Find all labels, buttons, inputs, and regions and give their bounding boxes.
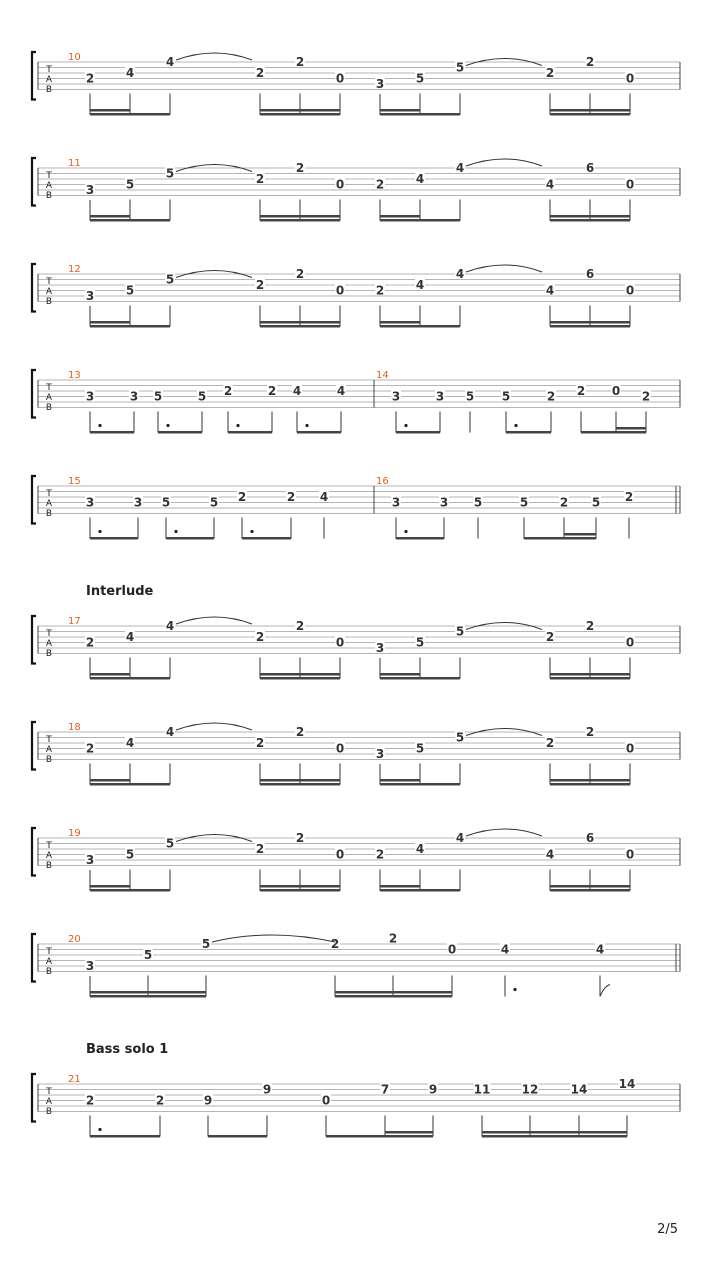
tab-clef-letter: B (45, 967, 53, 977)
note-beam (90, 783, 130, 786)
fret-number: 4 (595, 942, 605, 957)
note-beam (616, 431, 646, 434)
fret-number: 2 (546, 389, 556, 404)
tab-clef-letter: T (46, 1087, 52, 1097)
tab-clef-letter: A (45, 745, 53, 755)
fret-number: 0 (625, 71, 635, 86)
tab-clef-letter: T (46, 947, 52, 957)
note-beam (90, 995, 206, 998)
note-beam (260, 215, 340, 218)
note-beam (380, 885, 420, 888)
fret-number: 6 (585, 161, 595, 175)
fret-number: 14 (570, 1082, 588, 1097)
fret-number: 2 (585, 619, 595, 633)
note-beam (228, 431, 272, 434)
note-beam (550, 219, 630, 222)
fret-number: 2 (255, 630, 265, 644)
fret-number: 2 (295, 55, 305, 69)
note-beam (260, 109, 340, 112)
section-label-bass-solo: Bass solo 1 (86, 1042, 169, 1057)
note-beam (550, 109, 630, 112)
fret-number: 5 (197, 389, 207, 404)
tab-clef-letter: B (45, 85, 53, 95)
note-beam (260, 321, 340, 324)
fret-number: 4 (415, 842, 425, 856)
note-beam (242, 537, 291, 540)
fret-number: 0 (335, 741, 345, 756)
rhythm-dot (98, 1128, 101, 1131)
measure-number: 20 (68, 934, 81, 945)
note-beam (420, 783, 460, 786)
measure-number: 12 (68, 264, 81, 275)
fret-number: 2 (388, 931, 398, 946)
fret-number: 0 (321, 1093, 331, 1108)
fret-number: 2 (576, 384, 586, 398)
fret-number: 5 (465, 389, 475, 404)
fret-number: 0 (335, 635, 345, 650)
note-beam (385, 1135, 433, 1138)
note-beam (550, 779, 630, 782)
note-beam (90, 325, 130, 328)
measure-number: 18 (68, 722, 81, 733)
fret-number: 5 (501, 389, 511, 404)
fret-number: 2 (286, 490, 296, 504)
note-beam (550, 321, 630, 324)
note-beam (380, 215, 420, 218)
note-beam (90, 1135, 160, 1138)
fret-number: 5 (519, 495, 529, 510)
fret-number: 0 (625, 283, 635, 298)
note-beam (130, 113, 170, 116)
tab-clef-letter: A (45, 957, 53, 967)
fret-number: 5 (415, 741, 425, 756)
fret-number: 3 (375, 641, 385, 655)
note-beam (260, 783, 340, 786)
fret-number: 14 (618, 1077, 636, 1091)
measure-number: 15 (68, 476, 81, 487)
fret-number: 7 (380, 1082, 390, 1097)
fret-number: 3 (85, 959, 95, 973)
note-beam (335, 995, 452, 998)
note-beam (335, 991, 452, 994)
fret-number: 4 (545, 177, 555, 192)
fret-number: 2 (85, 741, 95, 756)
fret-number: 4 (545, 847, 555, 862)
note-beam (380, 321, 420, 324)
tab-clef-letter: T (46, 735, 52, 745)
tab-clef-letter: T (46, 171, 52, 181)
rhythm-dot (98, 424, 101, 427)
note-beam (550, 325, 630, 328)
note-beam (550, 215, 630, 218)
fret-number: 2 (155, 1093, 165, 1108)
rhythm-dot (250, 530, 253, 533)
note-beam (90, 677, 130, 680)
system-bracket (32, 52, 36, 100)
fret-number: 5 (201, 937, 211, 951)
note-beam (550, 783, 630, 786)
note-flag (600, 985, 610, 997)
fret-number: 5 (125, 177, 135, 192)
tab-clef-letter: T (46, 629, 52, 639)
fret-number: 11 (473, 1082, 491, 1097)
note-beam (420, 889, 460, 892)
note-beam (616, 427, 646, 430)
note-beam (260, 219, 340, 222)
tie-arc (176, 617, 252, 624)
note-beam (90, 537, 138, 540)
tie-arc (176, 53, 252, 60)
tab-clef-letter: B (45, 649, 53, 659)
system-bracket (32, 1074, 36, 1122)
note-beam (260, 889, 340, 892)
fret-number: 9 (203, 1093, 213, 1108)
section-label-interlude: Interlude (86, 584, 154, 599)
tab-clef-letter: A (45, 287, 53, 297)
note-beam (420, 325, 460, 328)
rhythm-dot (305, 424, 308, 427)
note-beam (550, 677, 630, 680)
note-beam (380, 779, 420, 782)
fret-number: 9 (262, 1082, 272, 1097)
note-beam (380, 677, 420, 680)
fret-number: 4 (292, 384, 302, 398)
note-beam (260, 325, 340, 328)
fret-number: 0 (625, 847, 635, 862)
measure-number: 19 (68, 828, 81, 839)
fret-number: 2 (624, 490, 634, 504)
note-beam (90, 113, 130, 116)
fret-number: 2 (641, 389, 651, 404)
note-beam (90, 109, 130, 112)
fret-number: 5 (455, 60, 465, 75)
tab-clef-letter: T (46, 841, 52, 851)
tab-clef-letter: B (45, 403, 53, 413)
page-number: 2/5 (657, 1222, 678, 1237)
note-beam (380, 113, 420, 116)
fret-number: 2 (85, 71, 95, 86)
fret-number: 4 (545, 283, 555, 298)
fret-number: 3 (391, 495, 401, 510)
fret-number: 3 (85, 289, 95, 303)
note-beam (506, 431, 551, 434)
fret-number: 0 (625, 177, 635, 192)
tab-clef-letter: T (46, 489, 52, 499)
note-beam (90, 885, 130, 888)
note-beam (260, 677, 340, 680)
note-beam (564, 533, 596, 536)
tab-clef-letter: B (45, 1107, 53, 1117)
fret-number: 4 (415, 278, 425, 292)
note-beam (130, 783, 170, 786)
fret-number: 0 (335, 177, 345, 192)
note-beam (420, 677, 460, 680)
fret-number: 2 (375, 847, 385, 862)
fret-number: 2 (295, 725, 305, 739)
note-beam (130, 677, 170, 680)
note-beam (550, 673, 630, 676)
note-beam (550, 889, 630, 892)
note-beam (90, 673, 130, 676)
measure-number: 13 (68, 370, 81, 381)
rhythm-dot (98, 530, 101, 533)
note-beam (385, 1131, 433, 1134)
note-beam (130, 889, 170, 892)
fret-number: 5 (165, 272, 175, 287)
note-beam (90, 219, 130, 222)
fret-number: 2 (255, 172, 265, 186)
fret-number: 5 (209, 495, 219, 510)
note-beam (482, 1135, 627, 1138)
fret-number: 2 (375, 177, 385, 192)
fret-number: 5 (415, 635, 425, 650)
measure-number: 14 (376, 370, 389, 381)
fret-number: 4 (125, 630, 135, 644)
tab-clef-letter: B (45, 509, 53, 519)
fret-number: 4 (125, 66, 135, 80)
fret-number: 2 (255, 66, 265, 80)
system-bracket (32, 722, 36, 770)
fret-number: 4 (336, 384, 346, 398)
fret-number: 4 (455, 267, 465, 281)
note-beam (166, 537, 214, 540)
fret-number: 4 (455, 161, 465, 175)
note-beam (90, 889, 130, 892)
fret-number: 12 (521, 1082, 539, 1097)
note-beam (380, 889, 420, 892)
fret-number: 6 (585, 267, 595, 281)
rhythm-dot (166, 424, 169, 427)
system-bracket (32, 828, 36, 876)
tab-clef-letter: A (45, 851, 53, 861)
fret-number: 3 (85, 853, 95, 867)
fret-number: 2 (295, 161, 305, 175)
note-beam (380, 109, 420, 112)
note-beam (550, 885, 630, 888)
fret-number: 3 (133, 495, 143, 510)
fret-number: 3 (375, 77, 385, 91)
fret-number: 0 (335, 283, 345, 298)
fret-number: 2 (559, 495, 569, 510)
note-beam (482, 1131, 627, 1134)
note-beam (90, 431, 134, 434)
fret-number: 2 (295, 831, 305, 845)
fret-number: 2 (237, 490, 247, 504)
system-bracket (32, 264, 36, 312)
tie-arc (466, 265, 542, 272)
note-beam (380, 783, 420, 786)
tab-clef-letter: B (45, 297, 53, 307)
fret-number: 2 (330, 937, 340, 951)
fret-number: 2 (223, 384, 233, 398)
fret-number: 4 (125, 736, 135, 750)
measure-number: 21 (68, 1074, 81, 1085)
fret-number: 2 (545, 630, 555, 644)
fret-number: 5 (143, 948, 153, 962)
note-beam (297, 431, 341, 434)
rhythm-dot (404, 424, 407, 427)
measure-number: 10 (68, 52, 81, 63)
fret-number: 2 (585, 725, 595, 739)
note-beam (581, 431, 616, 434)
system-bracket (32, 158, 36, 206)
note-beam (90, 991, 206, 994)
note-beam (260, 113, 340, 116)
system-bracket (32, 616, 36, 664)
fret-number: 3 (85, 495, 95, 510)
fret-number: 3 (439, 495, 449, 510)
fret-number: 4 (455, 831, 465, 845)
fret-number: 5 (473, 495, 483, 510)
fret-number: 4 (500, 942, 510, 957)
fret-number: 0 (335, 71, 345, 86)
note-beam (396, 537, 444, 540)
fret-number: 2 (85, 635, 95, 650)
fret-number: 5 (165, 166, 175, 181)
fret-number: 3 (435, 389, 445, 404)
tab-clef-letter: T (46, 383, 52, 393)
note-beam (90, 779, 130, 782)
fret-number: 0 (611, 384, 621, 398)
fret-number: 5 (415, 71, 425, 86)
fret-number: 5 (153, 389, 163, 404)
fret-number: 3 (391, 389, 401, 404)
fret-number: 2 (545, 66, 555, 80)
tab-clef-letter: B (45, 755, 53, 765)
fret-number: 5 (455, 624, 465, 639)
note-beam (90, 321, 130, 324)
fret-number: 2 (255, 278, 265, 292)
tab-clef-letter: A (45, 499, 53, 509)
fret-number: 2 (375, 283, 385, 298)
tab-clef-letter: A (45, 75, 53, 85)
note-beam (260, 779, 340, 782)
note-beam (90, 215, 130, 218)
tab-clef-letter: A (45, 393, 53, 403)
fret-number: 2 (585, 55, 595, 69)
note-beam (260, 885, 340, 888)
fret-number: 4 (165, 55, 175, 69)
fret-number: 5 (455, 730, 465, 745)
fret-number: 4 (165, 619, 175, 633)
note-beam (208, 1135, 267, 1138)
fret-number: 3 (85, 389, 95, 404)
note-beam (564, 537, 596, 540)
fret-number: 2 (295, 267, 305, 281)
note-beam (396, 431, 440, 434)
measure-number: 17 (68, 616, 81, 627)
measure-number: 11 (68, 158, 81, 169)
tie-arc (212, 935, 335, 942)
fret-number: 4 (415, 172, 425, 186)
note-beam (380, 325, 420, 328)
tab-clef-letter: A (45, 639, 53, 649)
tab-clef-letter: B (45, 191, 53, 201)
rhythm-dot (174, 530, 177, 533)
fret-number: 5 (165, 836, 175, 851)
note-beam (420, 219, 460, 222)
fret-number: 2 (267, 384, 277, 398)
rhythm-dot (514, 424, 517, 427)
fret-number: 9 (428, 1082, 438, 1097)
tie-arc (466, 829, 542, 836)
tab-clef-letter: A (45, 1097, 53, 1107)
note-beam (380, 673, 420, 676)
fret-number: 6 (585, 831, 595, 845)
system-bracket (32, 934, 36, 982)
note-beam (550, 113, 630, 116)
fret-number: 5 (125, 847, 135, 862)
note-beam (420, 113, 460, 116)
system-bracket (32, 476, 36, 524)
note-beam (380, 219, 420, 222)
tie-arc (466, 159, 542, 166)
rhythm-dot (236, 424, 239, 427)
fret-number: 4 (165, 725, 175, 739)
fret-number: 3 (85, 183, 95, 197)
note-beam (158, 431, 202, 434)
tab-clef-letter: B (45, 861, 53, 871)
fret-number: 3 (129, 389, 139, 404)
fret-number: 0 (335, 847, 345, 862)
fret-number: 0 (447, 942, 457, 957)
system-bracket (32, 370, 36, 418)
note-beam (130, 219, 170, 222)
note-beam (260, 673, 340, 676)
fret-number: 2 (255, 736, 265, 750)
fret-number: 5 (591, 495, 601, 510)
fret-number: 2 (545, 736, 555, 750)
fret-number: 2 (255, 842, 265, 856)
note-beam (130, 325, 170, 328)
fret-number: 2 (85, 1093, 95, 1108)
fret-number: 2 (295, 619, 305, 633)
rhythm-dot (404, 530, 407, 533)
fret-number: 5 (125, 283, 135, 298)
tab-clef-letter: A (45, 181, 53, 191)
fret-number: 0 (625, 741, 635, 756)
tab-clef-letter: T (46, 277, 52, 287)
measure-number: 16 (376, 476, 389, 487)
tie-arc (176, 723, 252, 730)
fret-number: 3 (375, 747, 385, 761)
fret-number: 4 (319, 490, 329, 504)
rhythm-dot (513, 988, 516, 991)
fret-number: 5 (161, 495, 171, 510)
tab-clef-letter: T (46, 65, 52, 75)
fret-number: 0 (625, 635, 635, 650)
